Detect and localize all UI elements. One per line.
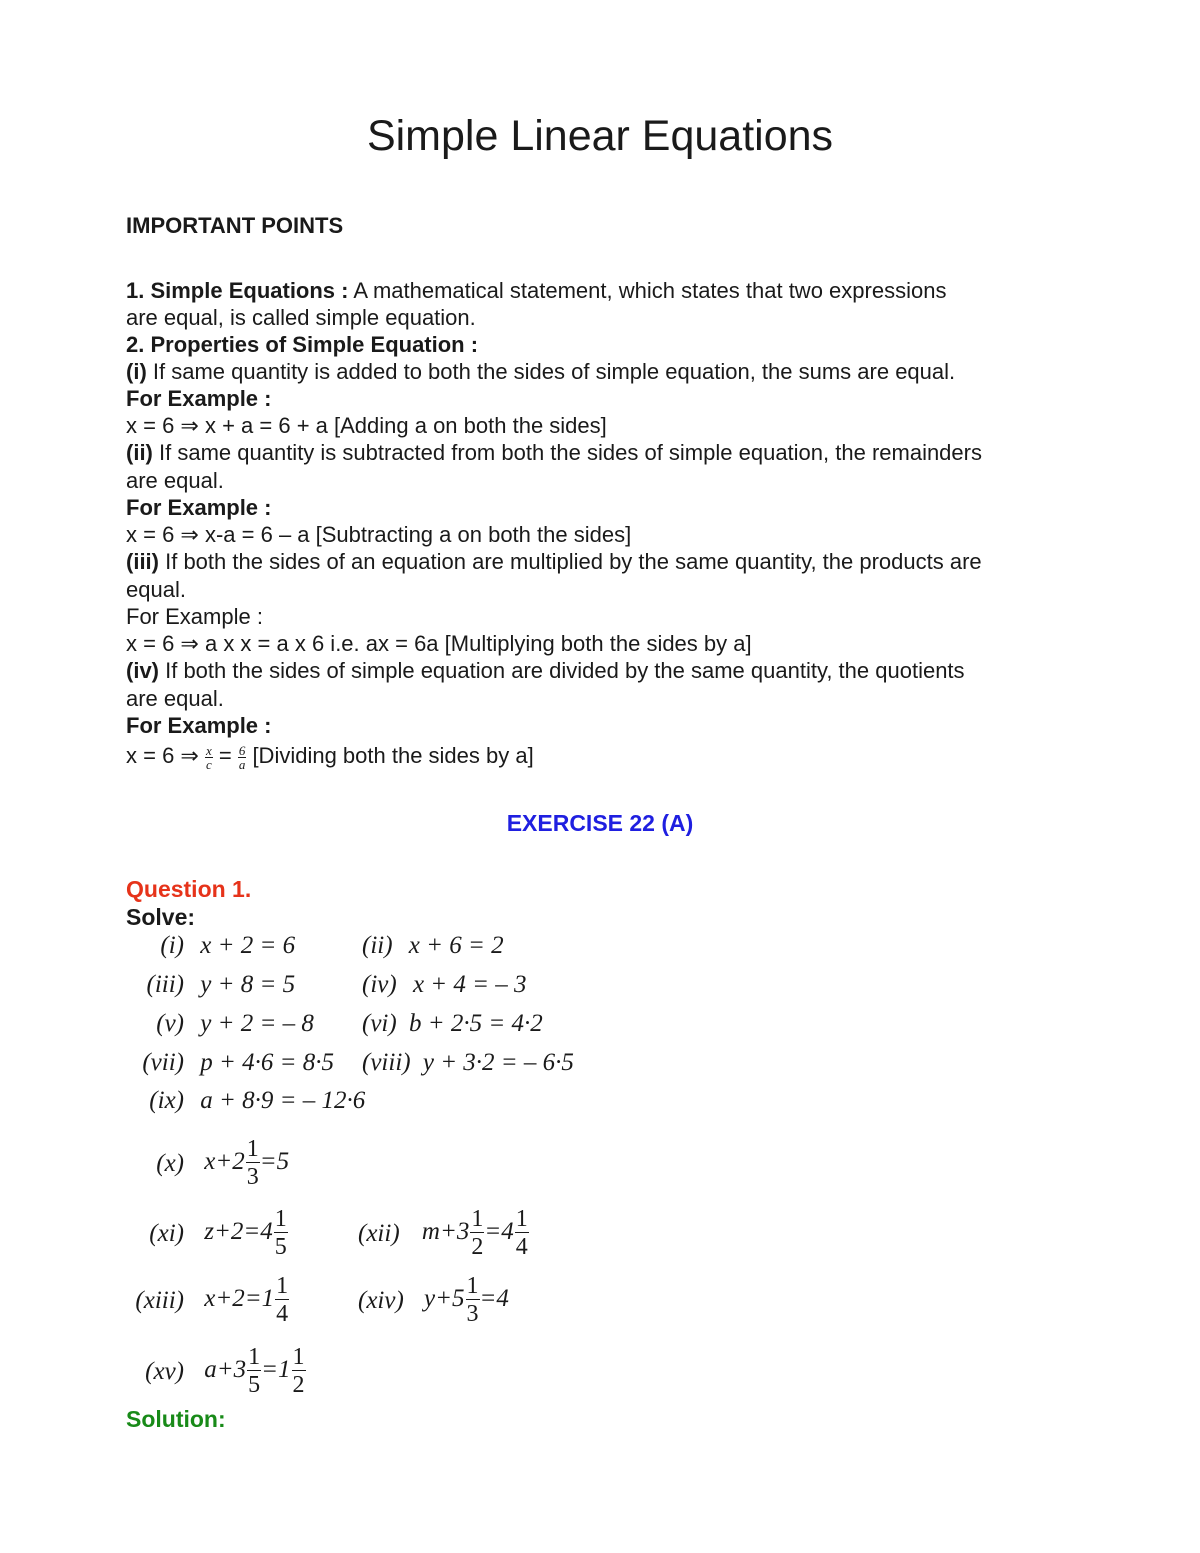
fraction-denominator: 3 — [466, 1301, 479, 1327]
fraction — [274, 1206, 288, 1261]
fraction-denominator: 5 — [274, 1234, 287, 1260]
fraction — [247, 1344, 261, 1399]
property-4-example-post: [Dividing both the sides by a] — [246, 743, 534, 768]
fraction-numerator: x — [205, 742, 212, 758]
property-2-example: x = 6 ⇒ x-a = 6 – a [Subtracting a on both the sides] — [126, 522, 632, 547]
fraction-numerator: 1 — [292, 1344, 305, 1370]
expr-part: =4 — [479, 1285, 509, 1313]
equation-v — [132, 1010, 314, 1038]
equation-xv — [132, 1344, 306, 1399]
fraction-denominator: 4 — [276, 1301, 289, 1327]
expr-part: m+3 — [421, 1218, 470, 1246]
point-1-line-1 — [126, 277, 946, 304]
equation-expression — [204, 1273, 289, 1328]
equation-xii — [358, 1206, 529, 1261]
equation-label: (viii) — [362, 1049, 411, 1076]
equation-vii — [132, 1049, 334, 1077]
equation-vi — [362, 1010, 543, 1038]
property-4-line-2: are equal. — [126, 686, 224, 711]
equation-ix — [132, 1087, 365, 1115]
equation-i — [132, 932, 295, 960]
property-3-line-2: equal. — [126, 577, 186, 602]
property-2-line-1 — [126, 439, 982, 466]
property-4-example-label: For Example : — [126, 713, 272, 738]
point-1-line-2: are equal, is called simple equation. — [126, 305, 476, 330]
equation-expression — [204, 1136, 289, 1191]
property-4-example-mid: = — [212, 743, 238, 768]
page-title: Simple Linear Equations — [366, 112, 834, 160]
fraction-denominator: 2 — [292, 1372, 305, 1398]
fraction — [292, 1344, 306, 1399]
equation-label: (xv) — [145, 1357, 184, 1385]
fraction-denominator: 3 — [246, 1164, 259, 1190]
property-1-example-label: For Example : — [126, 386, 272, 411]
expr-part: =5 — [259, 1148, 290, 1176]
equation-expression: y + 8 = 5 — [200, 971, 296, 998]
property-4-text: If both the sides of simple equation are divided by the same quantity, the quotients — [159, 658, 965, 683]
property-2-example-label: For Example : — [126, 495, 272, 520]
fraction — [515, 1206, 529, 1261]
equation-expression: b + 2·5 = 4·2 — [408, 1010, 543, 1037]
equation-expression: a + 8·9 = – 12·6 — [200, 1087, 366, 1114]
equation-label: (xi) — [149, 1219, 184, 1247]
fraction-numerator: 1 — [276, 1273, 289, 1299]
fraction-numerator: 1 — [471, 1206, 484, 1232]
equation-label: (vii) — [142, 1049, 184, 1076]
solution-label: Solution: — [126, 1406, 226, 1432]
equation-viii — [362, 1049, 574, 1077]
equation-expression — [424, 1273, 509, 1328]
equation-expression — [204, 1344, 305, 1399]
exercise-title: EXERCISE 22 (A) — [506, 810, 694, 836]
fraction-numerator: 1 — [515, 1206, 528, 1232]
fraction-numerator: 1 — [274, 1206, 287, 1232]
expr-part: z+2=4 — [204, 1218, 273, 1246]
property-1 — [126, 358, 955, 385]
equation-label: (iv) — [362, 971, 397, 998]
property-2-text: If same quantity is subtracted from both the sides of simple equation, the remainders — [152, 440, 982, 465]
point-1-label: 1. Simple Equations : — [126, 278, 349, 303]
fraction — [470, 1206, 484, 1261]
expr-part: =4 — [484, 1218, 514, 1246]
equation-expression: y + 2 = – 8 — [200, 1010, 314, 1037]
property-3-example-label: For Example : — [126, 604, 263, 629]
question-title: Question 1. — [126, 876, 252, 902]
fraction-numerator: 1 — [248, 1344, 261, 1370]
fraction-denominator: a — [238, 756, 246, 772]
equation-expression: p + 4·6 = 8·5 — [200, 1049, 334, 1076]
equation-label: (x) — [156, 1149, 184, 1177]
equation-iv — [362, 971, 527, 999]
expr-part: =1 — [261, 1356, 291, 1384]
fraction-numerator: 1 — [466, 1273, 479, 1299]
equation-label: (xiii) — [135, 1286, 184, 1314]
fraction-denominator: c — [205, 756, 212, 772]
property-3-text: If both the sides of an equation are multiplied by the same quantity, the products are — [159, 549, 982, 574]
expr-part: a+3 — [204, 1356, 247, 1384]
expr-part: x+2 — [204, 1148, 245, 1176]
equation-expression — [422, 1206, 529, 1261]
equation-xiv — [358, 1273, 509, 1328]
property-4-example — [126, 742, 534, 771]
property-1-example: x = 6 ⇒ x + a = 6 + a [Adding a on both the sides] — [126, 413, 607, 438]
fraction-x-over-c — [205, 744, 213, 771]
equation-x — [132, 1136, 289, 1191]
equation-expression: x + 2 = 6 — [200, 932, 296, 959]
fraction-denominator: 2 — [471, 1234, 484, 1260]
fraction-denominator: 4 — [515, 1234, 528, 1260]
equation-label: (i) — [160, 932, 184, 959]
property-3-number: (iii) — [126, 549, 159, 574]
fraction — [246, 1136, 260, 1191]
property-1-text: If same quantity is added to both the sides of simple equation, the sums are equal. — [146, 359, 956, 384]
equation-label: (ii) — [362, 932, 393, 959]
point-1-text: A mathematical statement, which states that two expressions — [348, 278, 947, 303]
fraction-numerator: 6 — [238, 742, 246, 758]
important-points-heading: IMPORTANT POINTS — [126, 213, 344, 238]
property-2-line-2: are equal. — [126, 468, 224, 493]
fraction-denominator: 5 — [248, 1372, 261, 1398]
expr-part: y+5 — [424, 1285, 465, 1313]
property-3-example: x = 6 ⇒ a x x = a x 6 i.e. ax = 6a [Multiplying both the sides by a] — [126, 631, 752, 656]
property-4-example-pre: x = 6 ⇒ — [126, 743, 205, 768]
equation-label: (xii) — [358, 1219, 400, 1247]
property-4-line-1 — [126, 657, 965, 684]
property-2-number: (ii) — [126, 440, 153, 465]
equation-label: (xiv) — [358, 1286, 404, 1314]
equation-label: (ix) — [149, 1087, 184, 1114]
expr-part: x+2=1 — [204, 1285, 275, 1313]
equation-label: (v) — [156, 1010, 184, 1037]
equation-expression — [204, 1206, 287, 1261]
fraction — [275, 1273, 289, 1328]
property-1-number: (i) — [126, 359, 147, 384]
point-2-label: 2. Properties of Simple Equation : — [126, 332, 479, 357]
fraction-numerator: 1 — [246, 1136, 259, 1162]
equation-expression: y + 3·2 = – 6·5 — [422, 1049, 574, 1076]
equation-label: (vi) — [362, 1010, 397, 1037]
property-3-line-1 — [126, 548, 982, 575]
equation-expression: x + 4 = – 3 — [412, 971, 527, 998]
equation-iii — [132, 971, 295, 999]
property-4-number: (iv) — [126, 658, 159, 683]
equation-label: (iii) — [146, 971, 184, 998]
equation-expression: x + 6 = 2 — [408, 932, 504, 959]
solve-label: Solve: — [126, 904, 196, 930]
equation-xi — [132, 1206, 288, 1261]
equation-ii — [362, 932, 504, 960]
equation-xiii — [132, 1273, 289, 1328]
fraction — [466, 1273, 480, 1328]
